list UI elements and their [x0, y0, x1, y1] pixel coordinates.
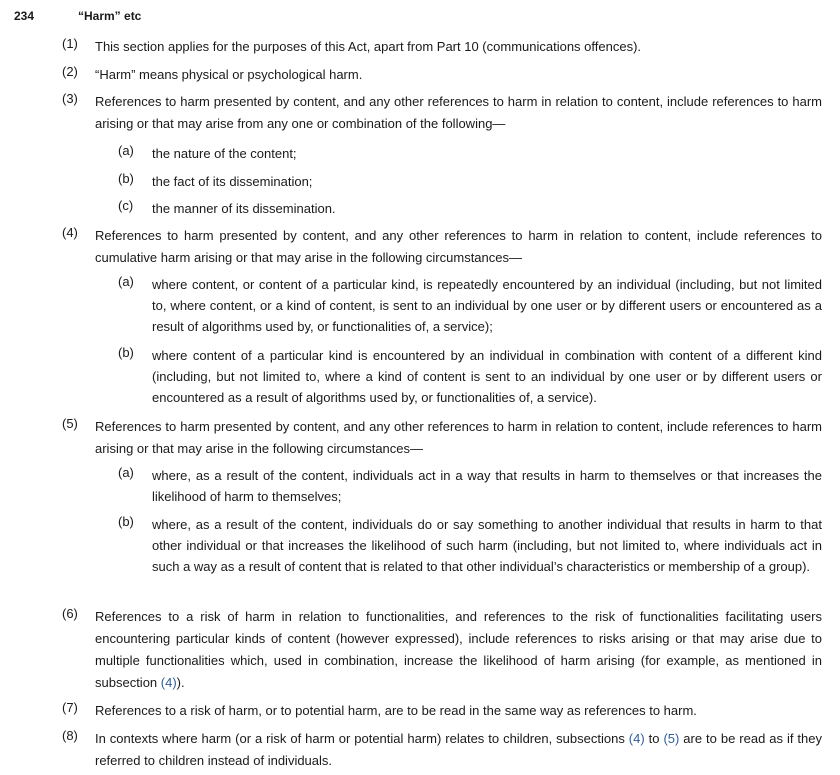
subsection-6-number: (6): [62, 606, 78, 621]
subsection-5-text: References to harm presented by content, and any other references to harm in relation to content, include references to harm arising or that may arise in the following circumstances—: [95, 419, 822, 456]
paragraph-3b-number: (b): [118, 171, 134, 186]
subsection-4-text: References to harm presented by content, and any other references to harm in relation to content, include references to cumulative harm arising or that may arise in the following circumstances—: [95, 228, 822, 265]
subsection-1-number: (1): [62, 36, 78, 51]
paragraph-5a-number: (a): [118, 465, 134, 480]
section-number: 234: [14, 9, 35, 23]
subsection-7-number: (7): [62, 700, 78, 715]
paragraph-5b-text: where, as a result of the content, individuals do or say something to another individual that results in harm to that other individual or that increases the likelihood of such harm (including, but not limited to, where individuals act in such a way as a result of content that is related to that other individual’s characteristics or membership of a group).: [152, 517, 822, 574]
paragraph-5a-text: where, as a result of the content, individuals act in a way that results in harm to themselves or that increases the likelihood of harm to themselves;: [152, 468, 822, 504]
paragraph-3a-number: (a): [118, 143, 134, 158]
subsection-3-number: (3): [62, 91, 78, 106]
subsection-6-text: [95, 606, 822, 694]
subsection-8-text-2: to: [644, 731, 664, 746]
paragraph-3a-text: the nature of the content;: [152, 146, 297, 161]
paragraph-3c-number: (c): [118, 198, 134, 213]
paragraph-3b-text: the fact of its dissemination;: [152, 174, 313, 189]
paragraph-4b-number: (b): [118, 345, 134, 360]
xref-subsection-4[interactable]: (4): [160, 675, 177, 690]
subsection-6-text-after: ).: [176, 675, 185, 690]
paragraph-4a-number: (a): [118, 274, 134, 289]
paragraph-3c-text: the manner of its dissemination.: [152, 201, 336, 216]
section-heading: [0, 9, 840, 29]
subsection-3-text: References to harm presented by content, and any other references to harm in relation to content, include references to harm arising or that may arise from any one or combination of the following—: [95, 94, 822, 131]
subsection-2-number: (2): [62, 64, 78, 79]
section-title: “Harm” etc: [78, 9, 142, 23]
paragraph-4b-text: where content of a particular kind is encountered by an individual in combination with content of a different kind (including, but not limited to, where a kind of content is sent to an individual by one user or by different users or encountered as a result of algorithms used by, or functionalities of, a service).: [152, 348, 822, 405]
subsection-8-text: [95, 728, 822, 772]
subsection-8-number: (8): [62, 728, 78, 743]
subsection-1-text: This section applies for the purposes of this Act, apart from Part 10 (communications offences).: [95, 39, 642, 54]
subsection-5-number: (5): [62, 416, 78, 431]
subsection-4-number: (4): [62, 225, 78, 240]
paragraph-4a-text: where content, or content of a particular kind, is repeatedly encountered by an individual (including, but not limited to, where content, or a kind of content, is sent to an individual by one user or by different users or encountered as a result of algorithms used by, or functionalities of, a service);: [152, 277, 822, 334]
subsection-8-text-3: are to be read as if they referred to children instead of individuals.: [95, 731, 822, 768]
xref-subsection-5[interactable]: (5): [663, 731, 680, 746]
subsection-2-text: “Harm” means physical or psychological harm.: [95, 67, 363, 82]
paragraph-5b-number: (b): [118, 514, 134, 529]
subsection-8-text-1: In contexts where harm (or a risk of harm or potential harm) relates to children, subsections: [95, 731, 629, 746]
subsection-7-text: References to a risk of harm, or to potential harm, are to be read in the same way as references to harm.: [95, 703, 697, 718]
xref-subsection-4[interactable]: (4): [628, 731, 645, 746]
subsection-6-text-before: References to a risk of harm in relation to functionalities, and references to the risk of functionalities facilitating users encountering particular kinds of content (however expressed), include references to risks arising or that may arise due to multiple functionalities which, used in combination, increase the likelihood of harm arising (for example, as mentioned in subsection: [95, 609, 822, 690]
